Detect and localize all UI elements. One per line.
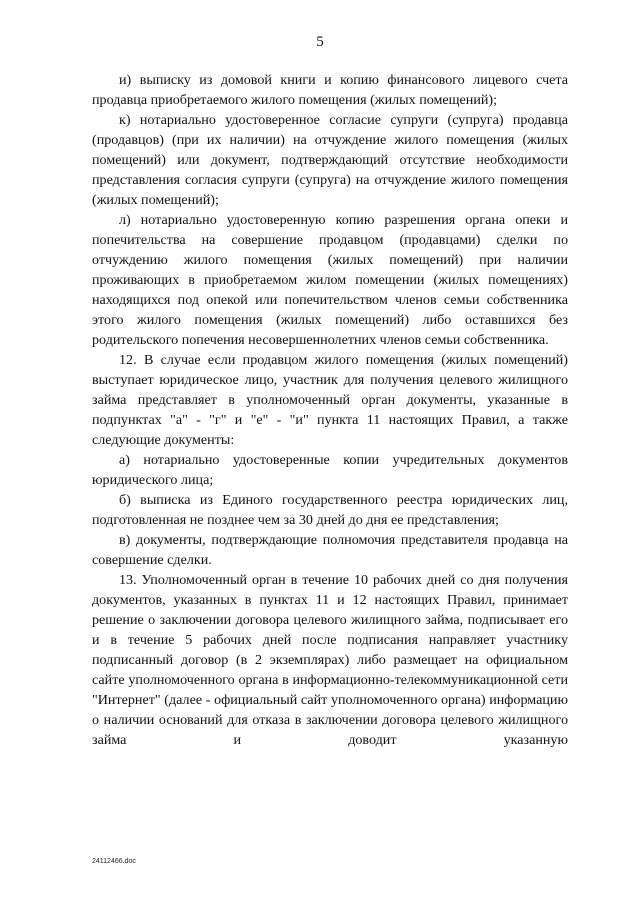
paragraph-item-v: в) документы, подтверждающие полномочия представителя продавца на совершение сделки. bbox=[92, 532, 568, 568]
paragraph-clause-12: 12. В случае если продавцом жилого помещения (жилых помещений) выступает юридическое лицо, участник для получения целевого жилищного займа представляет в уполномоченный орган документы, указанные в подпунктах "а" - "г" и "е" - "и" пункта 11 настоящих Правил, а также следующие документы: bbox=[92, 352, 568, 448]
paragraph-item-i: и) выписку из домовой книги и копию финансового лицевого счета продавца приобретаемого жилого помещения (жилых помещений); bbox=[92, 72, 568, 108]
paragraph-item-k: к) нотариально удостоверенное согласие супруги (супруга) продавца (продавцов) (при их наличии) на отчуждение жилого помещения (жилых помещений) или документ, подтверждающий отсутствие необходимости представления согласия супруги (супруга) на отчуждение жилого помещения (жилых помещений); bbox=[92, 112, 568, 208]
paragraph-item-a: а) нотариально удостоверенные копии учредительных документов юридического лица; bbox=[92, 452, 568, 488]
page-number: 5 bbox=[316, 34, 324, 50]
paragraph-item-l: л) нотариально удостоверенную копию разрешения органа опеки и попечительства на совершение продавцом (продавцами) сделки по отчуждению жилого помещения (жилых помещений) при наличии проживающих в приобретаемом жилом помещении (жилых помещениях) находящихся под опекой или попечительством членов семьи собственника этого жилого помещения (жилых помещений) либо оставшихся без родительского попечения несовершеннолетних членов семьи собственника. bbox=[92, 212, 568, 348]
paragraph-clause-13: 13. Уполномоченный орган в течение 10 рабочих дней со дня получения документов, указанных в пунктах 11 и 12 настоящих Правил, принимает решение о заключении договора целевого жилищного займа, подписывает его и в течение 5 рабочих дней после подписания направляет участнику подписанный договор (в 2 экземплярах) либо размещает на официальном сайте уполномоченного органа в информационно-телекоммуникационной сети "Интернет" (далее - официальный сайт уполномоченного органа) информацию о наличии оснований для отказа в заключении договора целевого жилищного займа и доводит указанную bbox=[92, 572, 568, 748]
footer-file-code: 24112466.doc bbox=[92, 858, 136, 865]
paragraph-item-b: б) выписка из Единого государственного реестра юридических лиц, подготовленная не позднее чем за 30 дней до дня ее представления; bbox=[92, 492, 568, 528]
document-body bbox=[92, 70, 568, 750]
